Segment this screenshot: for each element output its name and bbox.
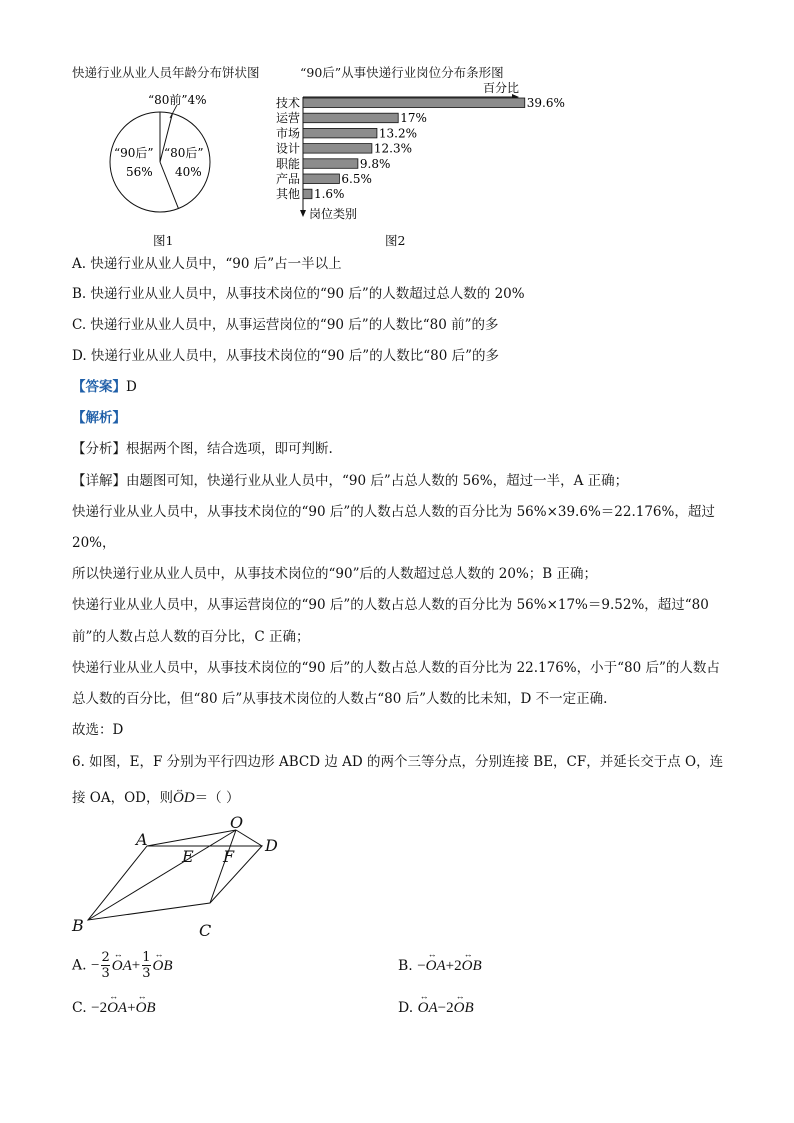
q6-option-a-coef1-num: 2 xyxy=(101,950,110,965)
q6-option-b-vec2: ↔ OB xyxy=(462,958,482,975)
bar-市场 xyxy=(303,128,377,138)
xiangjie-label: 【详解】 xyxy=(72,473,126,489)
xiangjie-line-9: 故选：D xyxy=(72,722,124,738)
q6-stem-suffix: ＝（ ） xyxy=(194,790,240,806)
pie-value-80hou: 40% xyxy=(175,165,202,179)
pie-chart xyxy=(110,93,210,212)
q6-option-a-vec1: ↔ OA xyxy=(112,958,132,975)
q6-vector-od: ↔ OD xyxy=(173,789,195,807)
xiangjie-text-1: 由题图可知，快递行业从业人员中，“90 后”占总人数的 56%，超过一半，A 正确； xyxy=(126,473,629,489)
q6-option-a-coef1-den: 3 xyxy=(101,966,110,981)
bar-y-axis-label: 岗位类别 xyxy=(309,207,358,221)
q6-option-a-label: A. xyxy=(72,957,87,974)
bar-chart xyxy=(276,80,565,221)
q6-option-c-vec1: ↔ OA xyxy=(107,1000,127,1017)
bar-category-label: 运营 xyxy=(276,111,301,126)
bar-x-axis-label: 百分比 xyxy=(483,81,520,95)
bar-y-axis-arrow xyxy=(300,210,306,217)
point-label-c: C xyxy=(199,921,212,940)
point-label-o: O xyxy=(230,813,244,832)
pie-chart-caption: 图1 xyxy=(153,233,174,248)
xiangjie-line-1 xyxy=(72,472,628,490)
pie-chart-title: 快递行业从业人员年龄分布饼状图 xyxy=(72,65,260,80)
q6-option-b xyxy=(398,958,482,975)
bar-value-label: 6.5% xyxy=(341,172,372,186)
bar-category-label: 职能 xyxy=(276,156,301,171)
xiangjie-line-3: 20%， xyxy=(72,535,116,551)
bar-chart-title: “90后”从事快递行业岗位分布条形图 xyxy=(300,65,504,80)
bar-value-label: 13.2% xyxy=(378,126,418,141)
q6-option-c-mid: + xyxy=(127,1000,136,1016)
point-label-b: B xyxy=(72,916,84,935)
q6-option-a-coef2-num: 1 xyxy=(142,950,151,965)
q6-option-b-label: B. xyxy=(398,958,413,974)
q6-option-c-label: C. xyxy=(72,1000,87,1016)
point-label-e: E xyxy=(182,847,194,866)
bar-value-label: 17% xyxy=(400,111,427,126)
q6-option-a-coef2-den: 3 xyxy=(142,966,151,981)
q6-option-a: A. − $\frac{2}{3}$ ↔ OA+ $\frac{1}{3}$ ↔ OB xyxy=(72,950,173,981)
xiangjie-line-8: 总人数的百分比，但“80 后”从事技术岗位的人数占“80 后”人数的比未知，D 不一定正确. xyxy=(72,691,608,707)
xiangjie-line-7: 快递行业从业人员中，从事技术岗位的“90 后”的人数占总人数的百分比为 22.176%，小于“80 后”的人数占 xyxy=(72,660,720,676)
option-c: C. 快递行业从业人员中，从事运营岗位的“90 后”的人数比“80 前”的多 xyxy=(72,317,499,333)
q6-option-d-mid: −2 xyxy=(437,1000,454,1016)
bar-运营 xyxy=(303,113,398,123)
pie-label-80qian: “80前”4% xyxy=(148,93,207,107)
bar-value-label: 39.6% xyxy=(526,96,565,110)
xiangjie-line-2: 快递行业从业人员中，从事技术岗位的“90 后”的人数占总人数的百分比为 56%×39.6%＝22.176%，超过 xyxy=(72,504,715,520)
answer-label: 【答案】 xyxy=(72,379,126,395)
q6-option-b-mid: +2 xyxy=(445,958,462,974)
q6-option-a-vec2: ↔ OB xyxy=(153,958,173,975)
jiexi-label: 【解析】 xyxy=(72,410,126,426)
q6-option-d xyxy=(398,1000,474,1017)
fenxi-text: 根据两个图，结合选项，即可判断. xyxy=(126,441,333,457)
xiangjie-line-6: 前”的人数占总人数的百分比，C 正确； xyxy=(72,629,310,645)
xiangjie-line-4: 所以快递行业从业人员中，从事技术岗位的“90”后的人数超过总人数的 20%；B 正确； xyxy=(72,566,597,582)
bar-value-label: 1.6% xyxy=(313,187,345,202)
figures-svg xyxy=(60,78,565,248)
line-od xyxy=(236,830,262,846)
q6-option-d-label: D. xyxy=(398,1000,414,1016)
q6-option-d-vec2: ↔ OB xyxy=(454,1000,474,1017)
q6-stem-line-2 xyxy=(72,789,239,807)
parallelogram-abcd xyxy=(88,846,262,920)
q6-option-b-pre: − xyxy=(417,958,426,974)
bar-chart-caption: 图2 xyxy=(385,233,406,248)
bar-职能 xyxy=(303,159,358,169)
q6-option-d-vec1: ↔ OA xyxy=(418,1000,438,1017)
bar-设计 xyxy=(303,144,372,154)
bar-category-label: 设计 xyxy=(276,141,301,156)
q6-stem-line-1: 6. 如图，E，F 分别为平行四边形 ABCD 边 AD 的两个三等分点，分别连接 BE，CF，并延长交于点 O，连 xyxy=(72,754,724,770)
q6-option-c-pre: −2 xyxy=(91,1000,108,1016)
answer-line xyxy=(72,378,137,396)
line-co xyxy=(210,830,236,903)
jiexi-line xyxy=(72,409,126,427)
q6-option-b-vec1: ↔ OA xyxy=(426,958,446,975)
pie-value-90hou: 56% xyxy=(126,165,153,179)
xiangjie-line-5: 快递行业从业人员中，从事运营岗位的“90 后”的人数占总人数的百分比为 56%×17%＝9.52%，超过“80 xyxy=(72,597,709,613)
option-b: B. 快递行业从业人员中，从事技术岗位的“90 后”的人数超过总人数的 20% xyxy=(72,286,525,302)
bar-其他 xyxy=(303,189,312,199)
q6-option-c-vec2: ↔ OB xyxy=(136,1000,156,1017)
point-label-f: F xyxy=(223,847,235,866)
point-label-a: A xyxy=(136,830,148,849)
bar-category-label: 市场 xyxy=(276,126,301,141)
bar-category-label: 产品 xyxy=(276,172,301,186)
answer-value: D xyxy=(126,379,137,395)
pie-label-80hou: “80后” xyxy=(164,146,204,160)
bar-value-label: 9.8% xyxy=(359,156,391,171)
bar-产品 xyxy=(303,174,339,184)
fenxi-line xyxy=(72,440,333,458)
pie-label-90hou: “90后” xyxy=(114,146,154,160)
parallelogram-figure xyxy=(66,813,306,943)
option-d: D. 快递行业从业人员中，从事技术岗位的“90 后”的人数比“80 后”的多 xyxy=(72,348,499,364)
point-label-d: D xyxy=(265,836,278,855)
bar-技术 xyxy=(303,98,525,108)
q6-option-c xyxy=(72,1000,156,1017)
bar-value-label: 12.3% xyxy=(373,141,413,156)
fenxi-label: 【分析】 xyxy=(72,441,126,457)
option-a: A. 快递行业从业人员中，“90 后”占一半以上 xyxy=(72,256,342,272)
bar-category-label: 技术 xyxy=(276,96,301,110)
q6-stem-prefix: 接 OA，OD，则 xyxy=(72,790,173,806)
bar-category-label: 其他 xyxy=(276,187,301,202)
